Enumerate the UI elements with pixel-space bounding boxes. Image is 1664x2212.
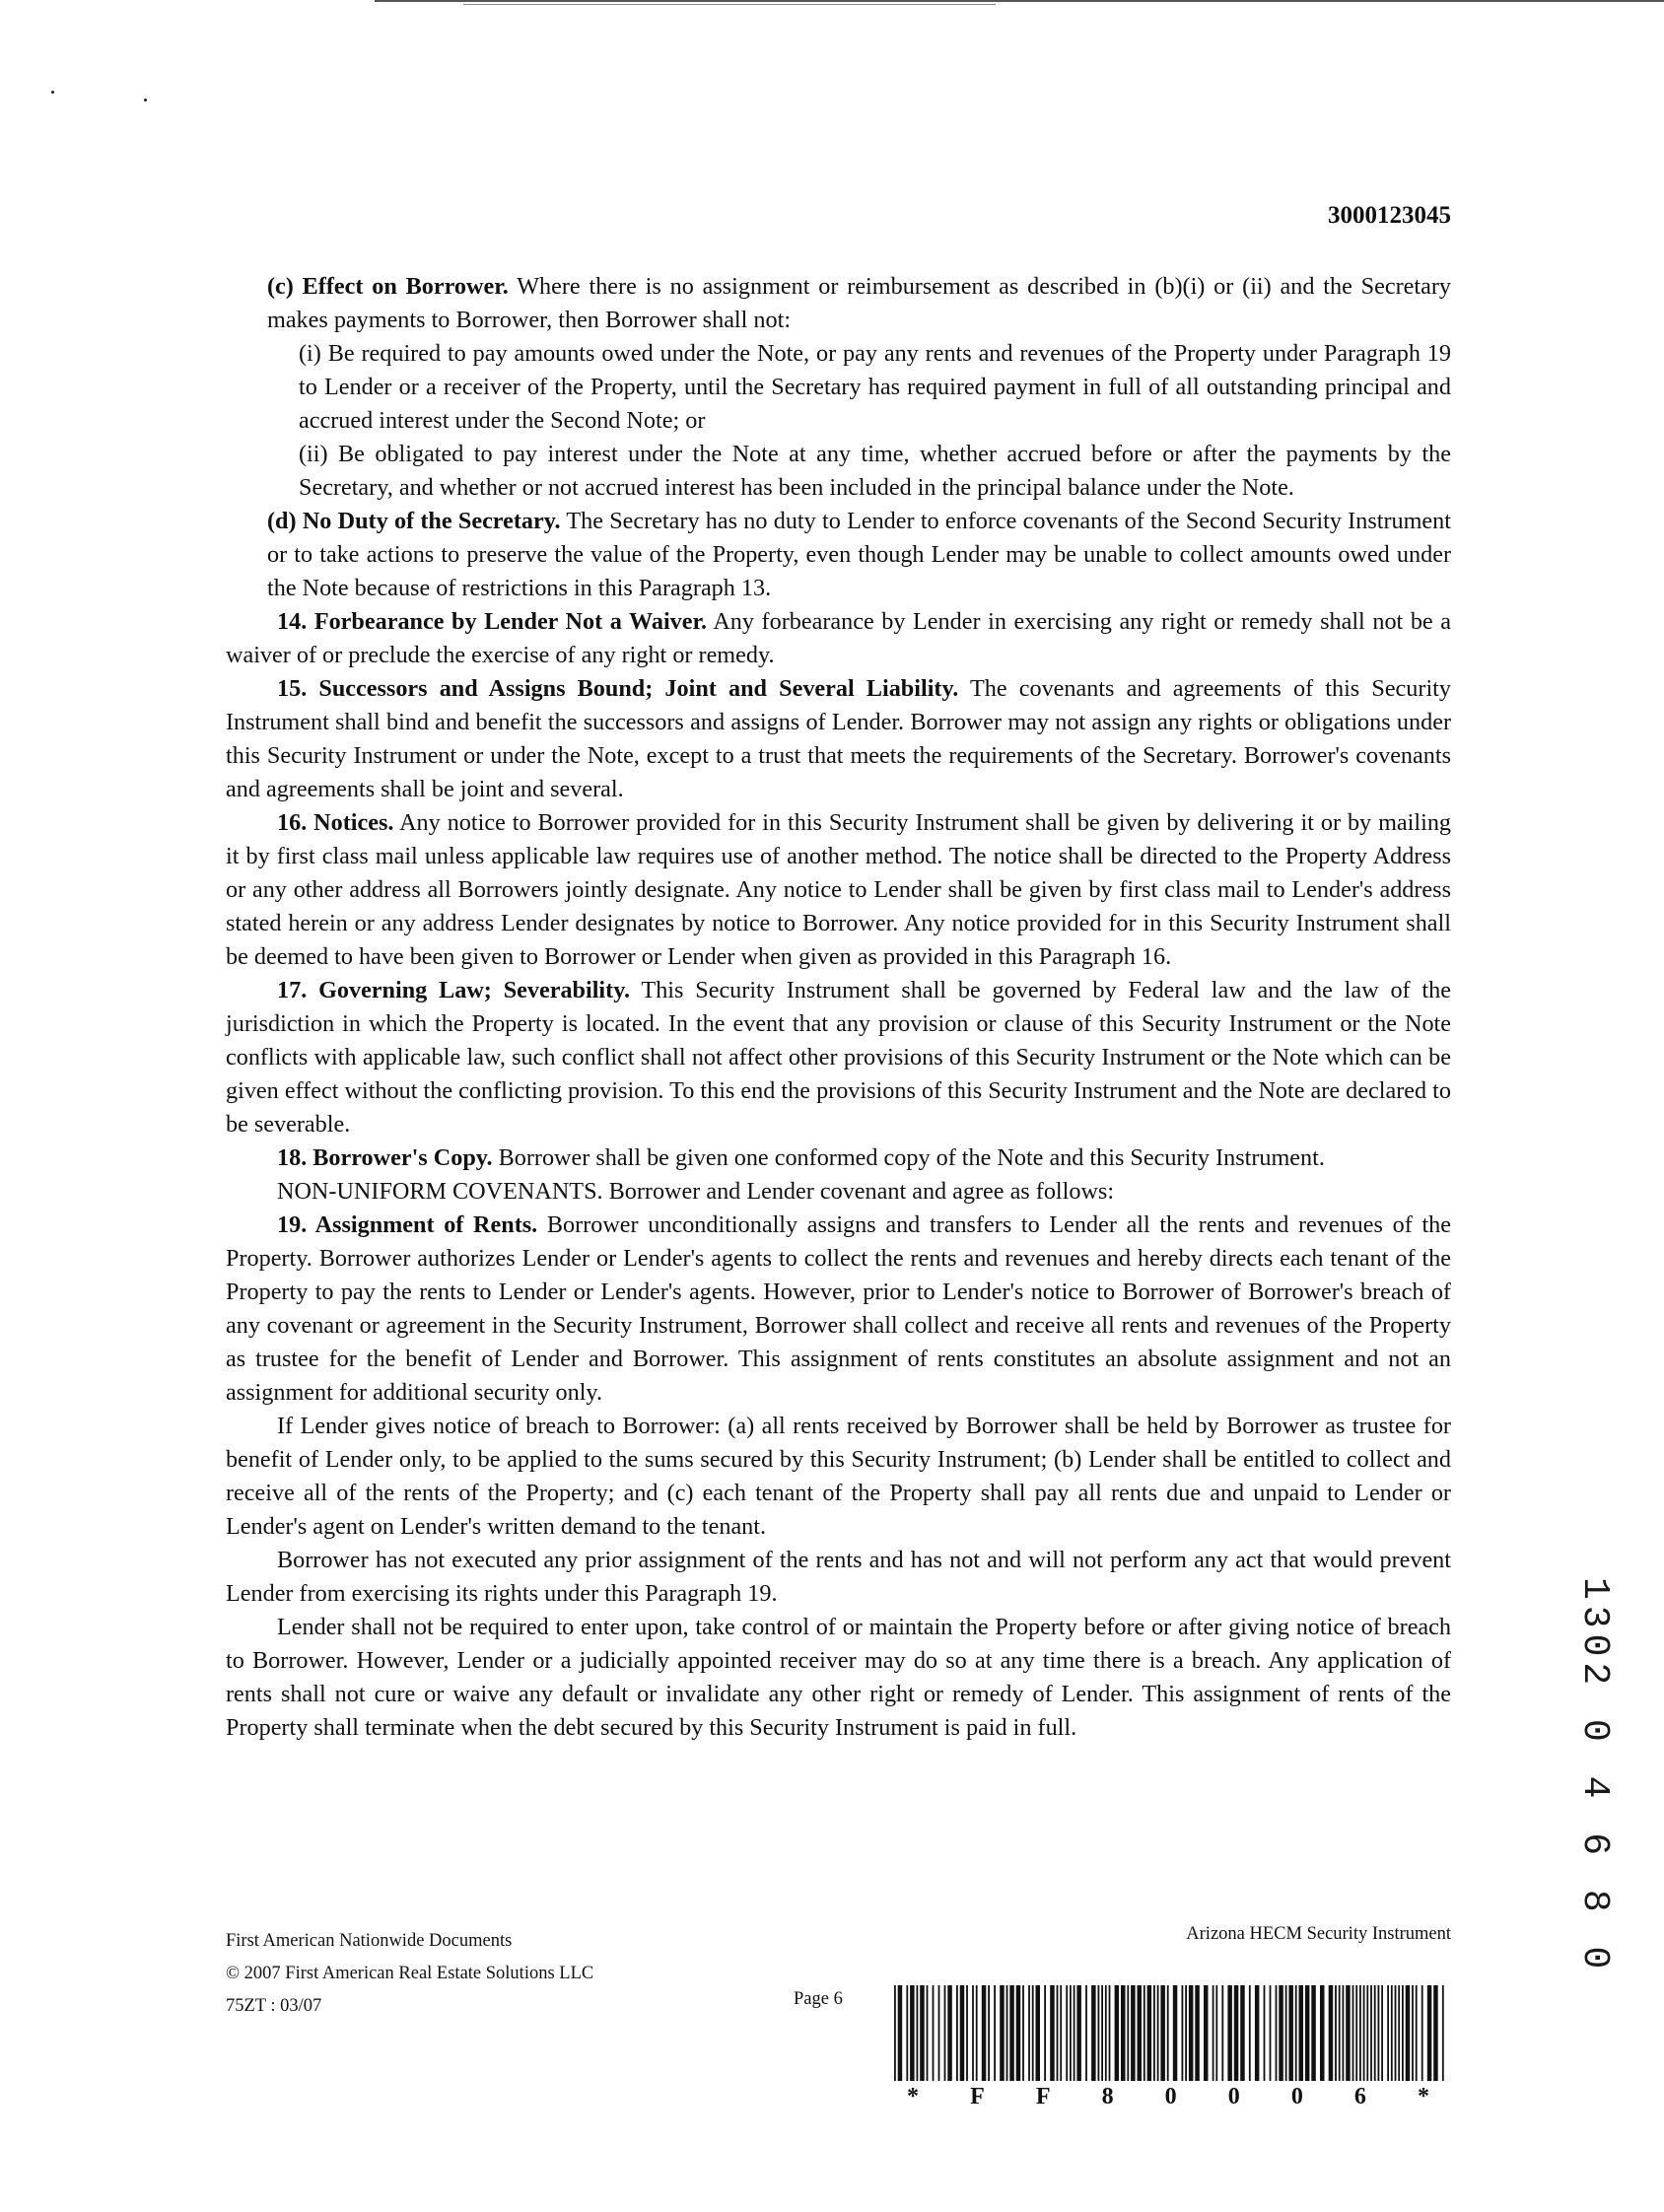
barcode-bar xyxy=(910,1985,915,2081)
barcode-bar xyxy=(1074,1985,1075,2081)
section-c-title: (c) Effect on Borrower. xyxy=(267,273,509,300)
barcode-bar xyxy=(1160,1985,1165,2081)
barcode-bar xyxy=(1416,1985,1418,2081)
scan-speck xyxy=(51,91,54,94)
barcode-char: 8 xyxy=(1101,2084,1114,2109)
barcode-bar xyxy=(917,1985,919,2081)
barcode-bar xyxy=(976,1985,978,2081)
barcode-bar xyxy=(1363,1985,1365,2081)
barcode-bar xyxy=(1009,1985,1014,2081)
barcode-bar xyxy=(927,1985,929,2081)
section-d-title: (d) No Duty of the Secretary. xyxy=(267,508,561,534)
barcode-bar xyxy=(1044,1985,1046,2081)
barcode-bar xyxy=(1346,1985,1351,2081)
barcode-char: * xyxy=(907,2084,919,2109)
barcode-bar xyxy=(1070,1985,1072,2081)
paragraph-14-title: 14. Forbearance by Lender Not a Waiver. xyxy=(277,608,708,635)
barcode-bar xyxy=(1066,1985,1068,2081)
paragraph-19-text: Borrower unconditionally assigns and transfers to Lender all the rents and revenues of the Property. Borrower authorizes Lender or Lender's agents to collect the rents and revenues and hereby directs each tenant of the Property to pay the rents to Lender or Lender's agents. However, prior to Lender's notice to Borrower of Borrower's breach of any covenant or agreement in the Security Instrument, Borrower shall collect and receive all rents and revenues of the Property as trustee for the benefit of Lender and Borrower. This assignment of rents constitutes an absolute assignment and not an assignment for additional security only. xyxy=(226,1211,1451,1406)
barcode-bar xyxy=(1227,1985,1232,2081)
barcode-bar xyxy=(1288,1985,1293,2081)
paragraph-15-text: The covenants and agreements of this Security Instrument shall bind and benefit the successors and assigns of Lender. Borrower may not assign any rights or obligations under this Security Instrument or under the Note, except to a trust that meets the requirements of the Secretary. Borrower's covenants and agreements shall be joint and several. xyxy=(226,675,1451,802)
page-number: Page 6 xyxy=(794,1989,843,2009)
barcode-char: 0 xyxy=(1227,2084,1240,2109)
barcode-bar xyxy=(1185,1985,1187,2081)
barcode-bar xyxy=(906,1985,908,2081)
barcode-bar xyxy=(1270,1985,1272,2081)
barcode-bar xyxy=(1085,1985,1087,2081)
section-d-text: The Secretary has no duty to Lender to enforce covenants of the Second Security Instrument or to take actions to preserve the value of the Property, even though Lender may be unable to collect amounts owed under the Note because of restrictions in this Paragraph 13. xyxy=(267,508,1451,601)
barcode-bar xyxy=(1395,1985,1397,2081)
barcode-bar xyxy=(1374,1985,1376,2081)
footer-publisher: First American Nationwide Documents xyxy=(226,1931,513,1951)
barcode-bar xyxy=(938,1985,940,2081)
barcode-bar xyxy=(1366,1985,1368,2081)
barcode-bar xyxy=(1299,1985,1304,2081)
scan-edge-line xyxy=(375,0,1664,2)
barcode-bar xyxy=(1381,1985,1383,2081)
footer-copyright: © 2007 First American Real Estate Solutions LLC xyxy=(226,1964,594,1983)
non-uniform-covenants: NON-UNIFORM COVENANTS. Borrower and Lender covenant and agree as follows: xyxy=(277,1178,1115,1205)
paragraph-19-breach: If Lender gives notice of breach to Borrower: (a) all rents received by Borrower shall be held by Borrower as trustee for benefit of Lender only, to be applied to the sums secured by this Security Instrument; (b) Lender shall be entitled to collect and receive all of the rents of the Property; and (c) each tenant of the Property shall pay all rents due and unpaid to Lender or Lender's agent on Lender's written demand to the tenant. xyxy=(226,1413,1451,1540)
barcode-bar xyxy=(1406,1985,1411,2081)
barcode-bar xyxy=(1240,1985,1245,2081)
barcode-char: 6 xyxy=(1353,2084,1366,2109)
paragraph-15-title: 15. Successors and Assigns Bound; Joint and Several Liability. xyxy=(277,675,959,702)
barcode-bar xyxy=(1215,1985,1217,2081)
barcode-bar xyxy=(1311,1985,1316,2081)
barcode-bar xyxy=(1115,1985,1120,2081)
barcode-bar xyxy=(982,1985,987,2081)
barcode-bar xyxy=(1402,1985,1404,2081)
barcode-bar xyxy=(1131,1985,1136,2081)
barcode xyxy=(892,1985,1446,2081)
barcode-bar xyxy=(1121,1985,1126,2081)
barcode-bar xyxy=(898,1985,903,2081)
barcode-bar xyxy=(1391,1985,1393,2081)
barcode-bar xyxy=(1060,1985,1062,2081)
paragraph-17-title: 17. Governing Law; Severability. xyxy=(277,977,631,1003)
document-body xyxy=(226,270,1451,1745)
section-c-text: Where there is no assignment or reimbursement as described in (b)(i) or (ii) and the Secretary makes payments to Borrower, then Borrower shall not: xyxy=(267,273,1451,333)
barcode-char: 0 xyxy=(1290,2084,1303,2109)
barcode-bar xyxy=(1335,1985,1337,2081)
paragraph-19-prior-assignment: Borrower has not executed any prior assignment of the rents and has not and will not perform any act that would prevent Lender from exercising its rights under this Paragraph 19. xyxy=(226,1547,1451,1607)
barcode-bar xyxy=(1433,1985,1438,2081)
barcode-bar xyxy=(966,1985,968,2081)
barcode-bar xyxy=(1285,1985,1287,2081)
barcode-bar xyxy=(1098,1985,1100,2081)
barcode-bar xyxy=(1421,1985,1423,2081)
barcode-bar xyxy=(1109,1985,1111,2081)
barcode-bar xyxy=(960,1985,965,2081)
barcode-bar xyxy=(1276,1985,1278,2081)
barcode-bar xyxy=(1057,1985,1059,2081)
scan-speck xyxy=(144,99,147,102)
barcode-bar xyxy=(1387,1985,1389,2081)
barcode-bar xyxy=(1279,1985,1283,2081)
barcode-bar xyxy=(1006,1985,1008,2081)
barcode-bar xyxy=(1249,1985,1251,2081)
barcode-bar xyxy=(1427,1985,1432,2081)
barcode-bar xyxy=(947,1985,952,2081)
section-d xyxy=(226,505,1451,605)
paragraph-18 xyxy=(226,1141,1451,1175)
barcode-bar xyxy=(1091,1985,1096,2081)
barcode-bar xyxy=(933,1985,935,2081)
barcode-bar xyxy=(1264,1985,1266,2081)
barcode-bar xyxy=(1157,1985,1159,2081)
barcode-bar xyxy=(1153,1985,1155,2081)
margin-stamp-number: 1302 0 4 6 8 0 xyxy=(1573,1577,1616,1975)
section-c-item-ii: (ii) Be obligated to pay interest under the Note at any time, whether accrued before or after the payments by the Secretary, and whether or not accrued interest has been included in the principal balance under the Note. xyxy=(299,441,1451,501)
barcode-bar xyxy=(972,1985,974,2081)
document-number: 3000123045 xyxy=(1328,202,1451,229)
barcode-bar xyxy=(1032,1985,1034,2081)
scan-edge-line xyxy=(463,4,996,5)
section-c xyxy=(226,270,1451,337)
footer-form-code: 75ZT : 03/07 xyxy=(226,1996,322,2016)
paragraph-19 xyxy=(226,1209,1451,1410)
barcode-bar xyxy=(1255,1985,1260,2081)
barcode-char: F xyxy=(1035,2084,1051,2109)
barcode-bar xyxy=(1234,1985,1239,2081)
barcode-bar xyxy=(1076,1985,1081,2081)
paragraph-18-title: 18. Borrower's Copy. xyxy=(277,1144,493,1171)
section-c-item-i: (i) Be required to pay amounts owed under the Note, or pay any rents and revenues of the Property under Paragraph 19 to Lender or a receiver of the Property, until the Secretary has required payment in full of all outstanding principal and accrued interest under the Second Note; or xyxy=(299,340,1451,434)
barcode-bar xyxy=(1101,1985,1103,2081)
barcode-bar xyxy=(944,1985,946,2081)
paragraph-19-control: Lender shall not be required to enter upon, take control of or maintain the Property before or after giving notice of breach to Borrower. However, Lender or a judicially appointed receiver may do so at any time there is a breach. Any application of rents shall not cure or waive any default or invalidate any other right or remedy of Lender. This assignment of rents of the Property shall terminate when the debt secured by this Security Instrument is paid in full. xyxy=(226,1614,1451,1741)
barcode-bar xyxy=(1189,1985,1194,2081)
barcode-bar xyxy=(1022,1985,1024,2081)
barcode-bar xyxy=(1305,1985,1310,2081)
barcode-bar xyxy=(1050,1985,1055,2081)
barcode-bar xyxy=(1144,1985,1145,2081)
barcode-bar xyxy=(1412,1985,1414,2081)
barcode-char: * xyxy=(1417,2084,1429,2109)
barcode-bar xyxy=(1167,1985,1169,2081)
barcode-bar xyxy=(1173,1985,1178,2081)
barcode-bar xyxy=(1378,1985,1380,2081)
barcode-char: 0 xyxy=(1164,2084,1177,2109)
barcode-bar xyxy=(1221,1985,1223,2081)
paragraph-16-text: Any notice to Borrower provided for in this Security Instrument shall be given by delivering it or by mailing it by first class mail unless applicable law requires use of another method. The notice shall be directed to the Property Address or any other address all Borrowers jointly designate. Any notice to Lender shall be given by first class mail to Lender's address stated herein or any address Lender designates by notice to Borrower. Any notice provided for in this Security Instrument shall be deemed to have been given to Borrower or Lender when given as provided in this Paragraph 16. xyxy=(226,809,1452,970)
barcode-bar xyxy=(1343,1985,1345,2081)
barcode-bar xyxy=(1028,1985,1030,2081)
barcode-bar xyxy=(1127,1985,1129,2081)
paragraph-15 xyxy=(226,672,1451,806)
barcode-bar xyxy=(1036,1985,1041,2081)
paragraph-16-title: 16. Notices. xyxy=(277,809,394,836)
barcode-bar xyxy=(1147,1985,1152,2081)
form-title: Arizona HECM Security Instrument xyxy=(1186,1924,1451,1944)
barcode-char: F xyxy=(970,2084,985,2109)
barcode-bar xyxy=(894,1985,896,2081)
barcode-bar xyxy=(1352,1985,1354,2081)
barcode-bar xyxy=(1105,1985,1107,2081)
barcode-bar xyxy=(1195,1985,1200,2081)
barcode-caption xyxy=(907,2084,1429,2110)
paragraph-17-text: This Security Instrument shall be governed by Federal law and the law of the jurisdiction in which the Property is located. In the event that any provision or clause of this Security Instrument or the Note conflicts with applicable law, such conflict shall not affect other provisions of this Security Instrument or the Note which can be given effect without the conflicting provision. To this end the provisions of this Security Instrument and the Note are declared to be severable. xyxy=(226,977,1451,1138)
barcode-bar xyxy=(920,1985,925,2081)
barcode-bar xyxy=(1016,1985,1021,2081)
barcode-bar xyxy=(1295,1985,1297,2081)
barcode-bar xyxy=(1339,1985,1341,2081)
paragraph-17 xyxy=(226,974,1451,1141)
paragraph-14 xyxy=(226,605,1451,672)
barcode-bar xyxy=(994,1985,996,2081)
barcode-bar xyxy=(1442,1985,1444,2081)
barcode-bar xyxy=(988,1985,990,2081)
barcode-bar xyxy=(1320,1985,1325,2081)
barcode-bar xyxy=(956,1985,958,2081)
barcode-bar xyxy=(1138,1985,1143,2081)
paragraph-14-text: Any forbearance by Lender in exercising any right or remedy shall not be a waiver of or preclude the exercise of any right or remedy. xyxy=(226,608,1451,668)
barcode-bar xyxy=(1182,1985,1184,2081)
barcode-bar xyxy=(1000,1985,1005,2081)
footer-left xyxy=(226,1925,593,2023)
paragraph-19-title: 19. Assignment of Rents. xyxy=(277,1211,538,1238)
paragraph-16 xyxy=(226,806,1451,974)
barcode-bar xyxy=(1398,1985,1400,2081)
barcode-bar xyxy=(1204,1985,1209,2081)
barcode-bar xyxy=(1370,1985,1372,2081)
barcode-bar xyxy=(1329,1985,1334,2081)
paragraph-18-text: Borrower shall be given one conformed copy of the Note and this Security Instrument. xyxy=(498,1144,1325,1171)
barcode-bar xyxy=(1213,1985,1214,2081)
barcode-bar xyxy=(1359,1985,1361,2081)
barcode-bar xyxy=(1355,1985,1357,2081)
